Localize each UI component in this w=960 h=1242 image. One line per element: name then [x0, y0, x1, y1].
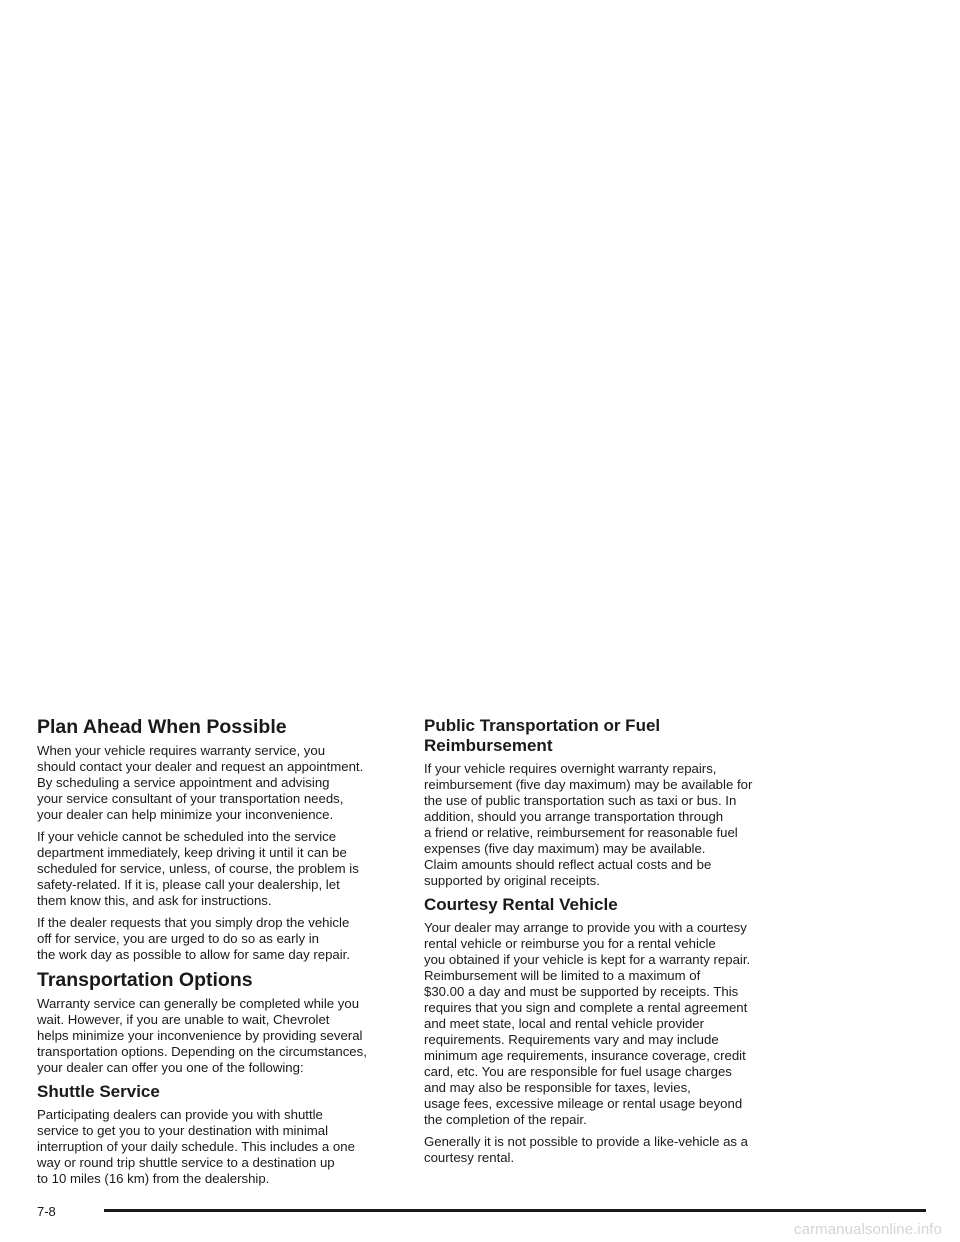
heading-plan-ahead: Plan Ahead When Possible	[37, 716, 287, 738]
heading-public-transportation: Public Transportation or Fuel Reimbursement	[424, 716, 661, 755]
heading-shuttle-service: Shuttle Service	[37, 1082, 160, 1101]
watermark-link[interactable]: carmanualsonline.info	[793, 1221, 942, 1238]
paragraph-courtesy-2: Generally it is not possible to provide a like-vehicle as a courtesy rental.	[424, 1134, 748, 1165]
paragraph-shuttle-1: Participating dealers can provide you with shuttle service to get you to your destination with minimal interruption of your daily schedule. This includes a one way or round trip shuttle service to a destination up to 10 miles (16 km) from the dealership.	[37, 1107, 355, 1186]
page-number: 7-8	[37, 1204, 56, 1219]
paragraph-plan-1: When your vehicle requires warranty service, you should contact your dealer and request an appointment. By scheduling a service appointment and advising your service consultant of your transportation needs, your dealer can help minimize your inconvenience.	[37, 743, 364, 822]
heading-transportation-options: Transportation Options	[37, 969, 253, 991]
paragraph-plan-2: If your vehicle cannot be scheduled into the service department immediately, keep driving it until it can be scheduled for service, unless, of course, the problem is safety-related. If it is, please call your dealership, let them know this, and ask for instructions.	[37, 829, 359, 908]
paragraph-public-1: If your vehicle requires overnight warranty repairs, reimbursement (five day maximum) may be available for the use of public transportation such as taxi or bus. In addition, should you arrange transportation through a friend or relative, reimbursement for reasonable fuel expenses (five day maximum) may be available. Claim amounts should reflect actual costs and be supported by original receipts.	[424, 761, 753, 888]
paragraph-courtesy-1: Your dealer may arrange to provide you with a courtesy rental vehicle or reimburse you for a rental vehicle you obtained if your vehicle is kept for a warranty repair. Reimbursement will be limited to a maximum of $30.00 a day and must be supported by receipts. This requires that you sign and complete a rental agreement and meet state, local and rental vehicle provider requirements. Requirements vary and may include minimum age requirements, insurance coverage, credit card, etc. You are responsible for fuel usage charges and may also be responsible for taxes, levies, usage fees, excessive mileage or rental usage beyond the completion of the repair.	[424, 920, 751, 1127]
paragraph-transport-1: Warranty service can generally be completed while you wait. However, if you are unable to wait, Chevrolet helps minimize your inconvenience by providing several transportation options. Depending on the circumstances, your dealer can offer you one of the following:	[37, 996, 367, 1075]
right-column	[424, 716, 784, 1172]
paragraph-plan-3: If the dealer requests that you simply drop the vehicle off for service, you are urged to do so as early in the work day as possible to allow for same day repair.	[37, 915, 350, 962]
left-column	[37, 716, 392, 1193]
footer-divider	[104, 1209, 926, 1212]
heading-courtesy-rental: Courtesy Rental Vehicle	[424, 895, 618, 914]
